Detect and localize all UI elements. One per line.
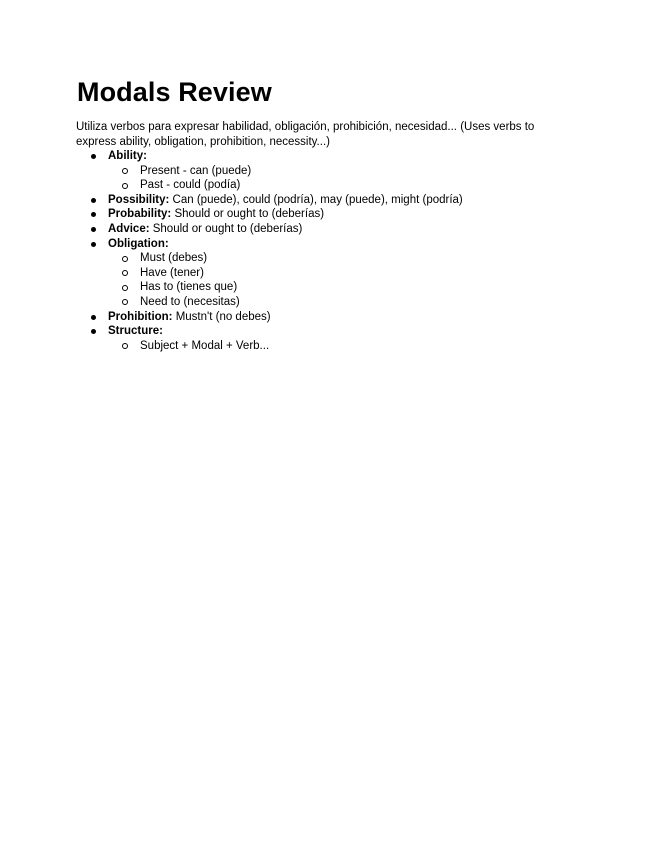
sublist-item [122, 164, 590, 179]
list-item-prohibition [90, 310, 590, 325]
hollow-bullet-icon [122, 270, 128, 276]
intro-paragraph: Utiliza verbos para expresar habilidad, obligación, prohibición, necesidad... (Uses verbs to express ability, obligation, prohibition, necessity...) [76, 121, 535, 148]
sublist-item-text: Must (debes) [140, 252, 208, 265]
sublist-item-text: Have (tener) [140, 266, 204, 279]
item-text: Should or ought to (deberías) [149, 222, 303, 235]
filled-bullet-icon [91, 242, 96, 247]
sublist-structure [122, 339, 590, 354]
item-term: Ability: [108, 150, 147, 162]
modals-list [90, 149, 590, 353]
list-item-possibility [90, 193, 590, 208]
item-term: Structure: [108, 325, 163, 338]
sublist-item-text: Past - could (podía) [140, 179, 241, 192]
sublist-item-text: Need to (necesitas) [140, 295, 240, 308]
list-item-advice [90, 222, 590, 237]
sublist-item [122, 266, 590, 281]
sublist-item [122, 178, 590, 193]
hollow-bullet-icon [122, 183, 128, 189]
sublist-item [122, 295, 590, 310]
filled-bullet-icon [91, 198, 96, 203]
hollow-bullet-icon [122, 168, 128, 174]
filled-bullet-icon [91, 212, 96, 217]
page-title: Modals Review [77, 77, 272, 107]
list-item-ability [90, 149, 590, 193]
item-term: Prohibition: [108, 310, 173, 323]
item-text: Should or ought to (deberías) [171, 208, 325, 221]
sublist-item-text: Subject + Modal + Verb... [140, 339, 270, 352]
sublist-item-text: Present - can (puede) [140, 164, 252, 177]
hollow-bullet-icon [122, 343, 128, 349]
item-term: Possibility: [108, 193, 170, 206]
sublist-ability [122, 164, 590, 193]
item-term: Advice: [108, 222, 150, 235]
sublist-obligation [122, 251, 590, 309]
list-item-structure [90, 324, 590, 353]
item-text: Can (puede), could (podría), may (puede), might (podría) [169, 193, 463, 206]
filled-bullet-icon [91, 154, 96, 159]
filled-bullet-icon [91, 329, 96, 334]
item-text: Mustn't (no debes) [172, 310, 271, 323]
hollow-bullet-icon [122, 256, 128, 262]
item-term: Probability: [108, 208, 172, 221]
filled-bullet-icon [91, 227, 96, 232]
list-item-obligation [90, 237, 590, 310]
sublist-item [122, 251, 590, 266]
sublist-item [122, 280, 590, 295]
hollow-bullet-icon [122, 285, 128, 291]
item-term: Obligation: [108, 237, 169, 250]
sublist-item [122, 339, 590, 354]
filled-bullet-icon [91, 315, 96, 320]
hollow-bullet-icon [122, 299, 128, 305]
list-item-probability [90, 207, 590, 222]
sublist-item-text: Has to (tienes que) [140, 281, 238, 294]
